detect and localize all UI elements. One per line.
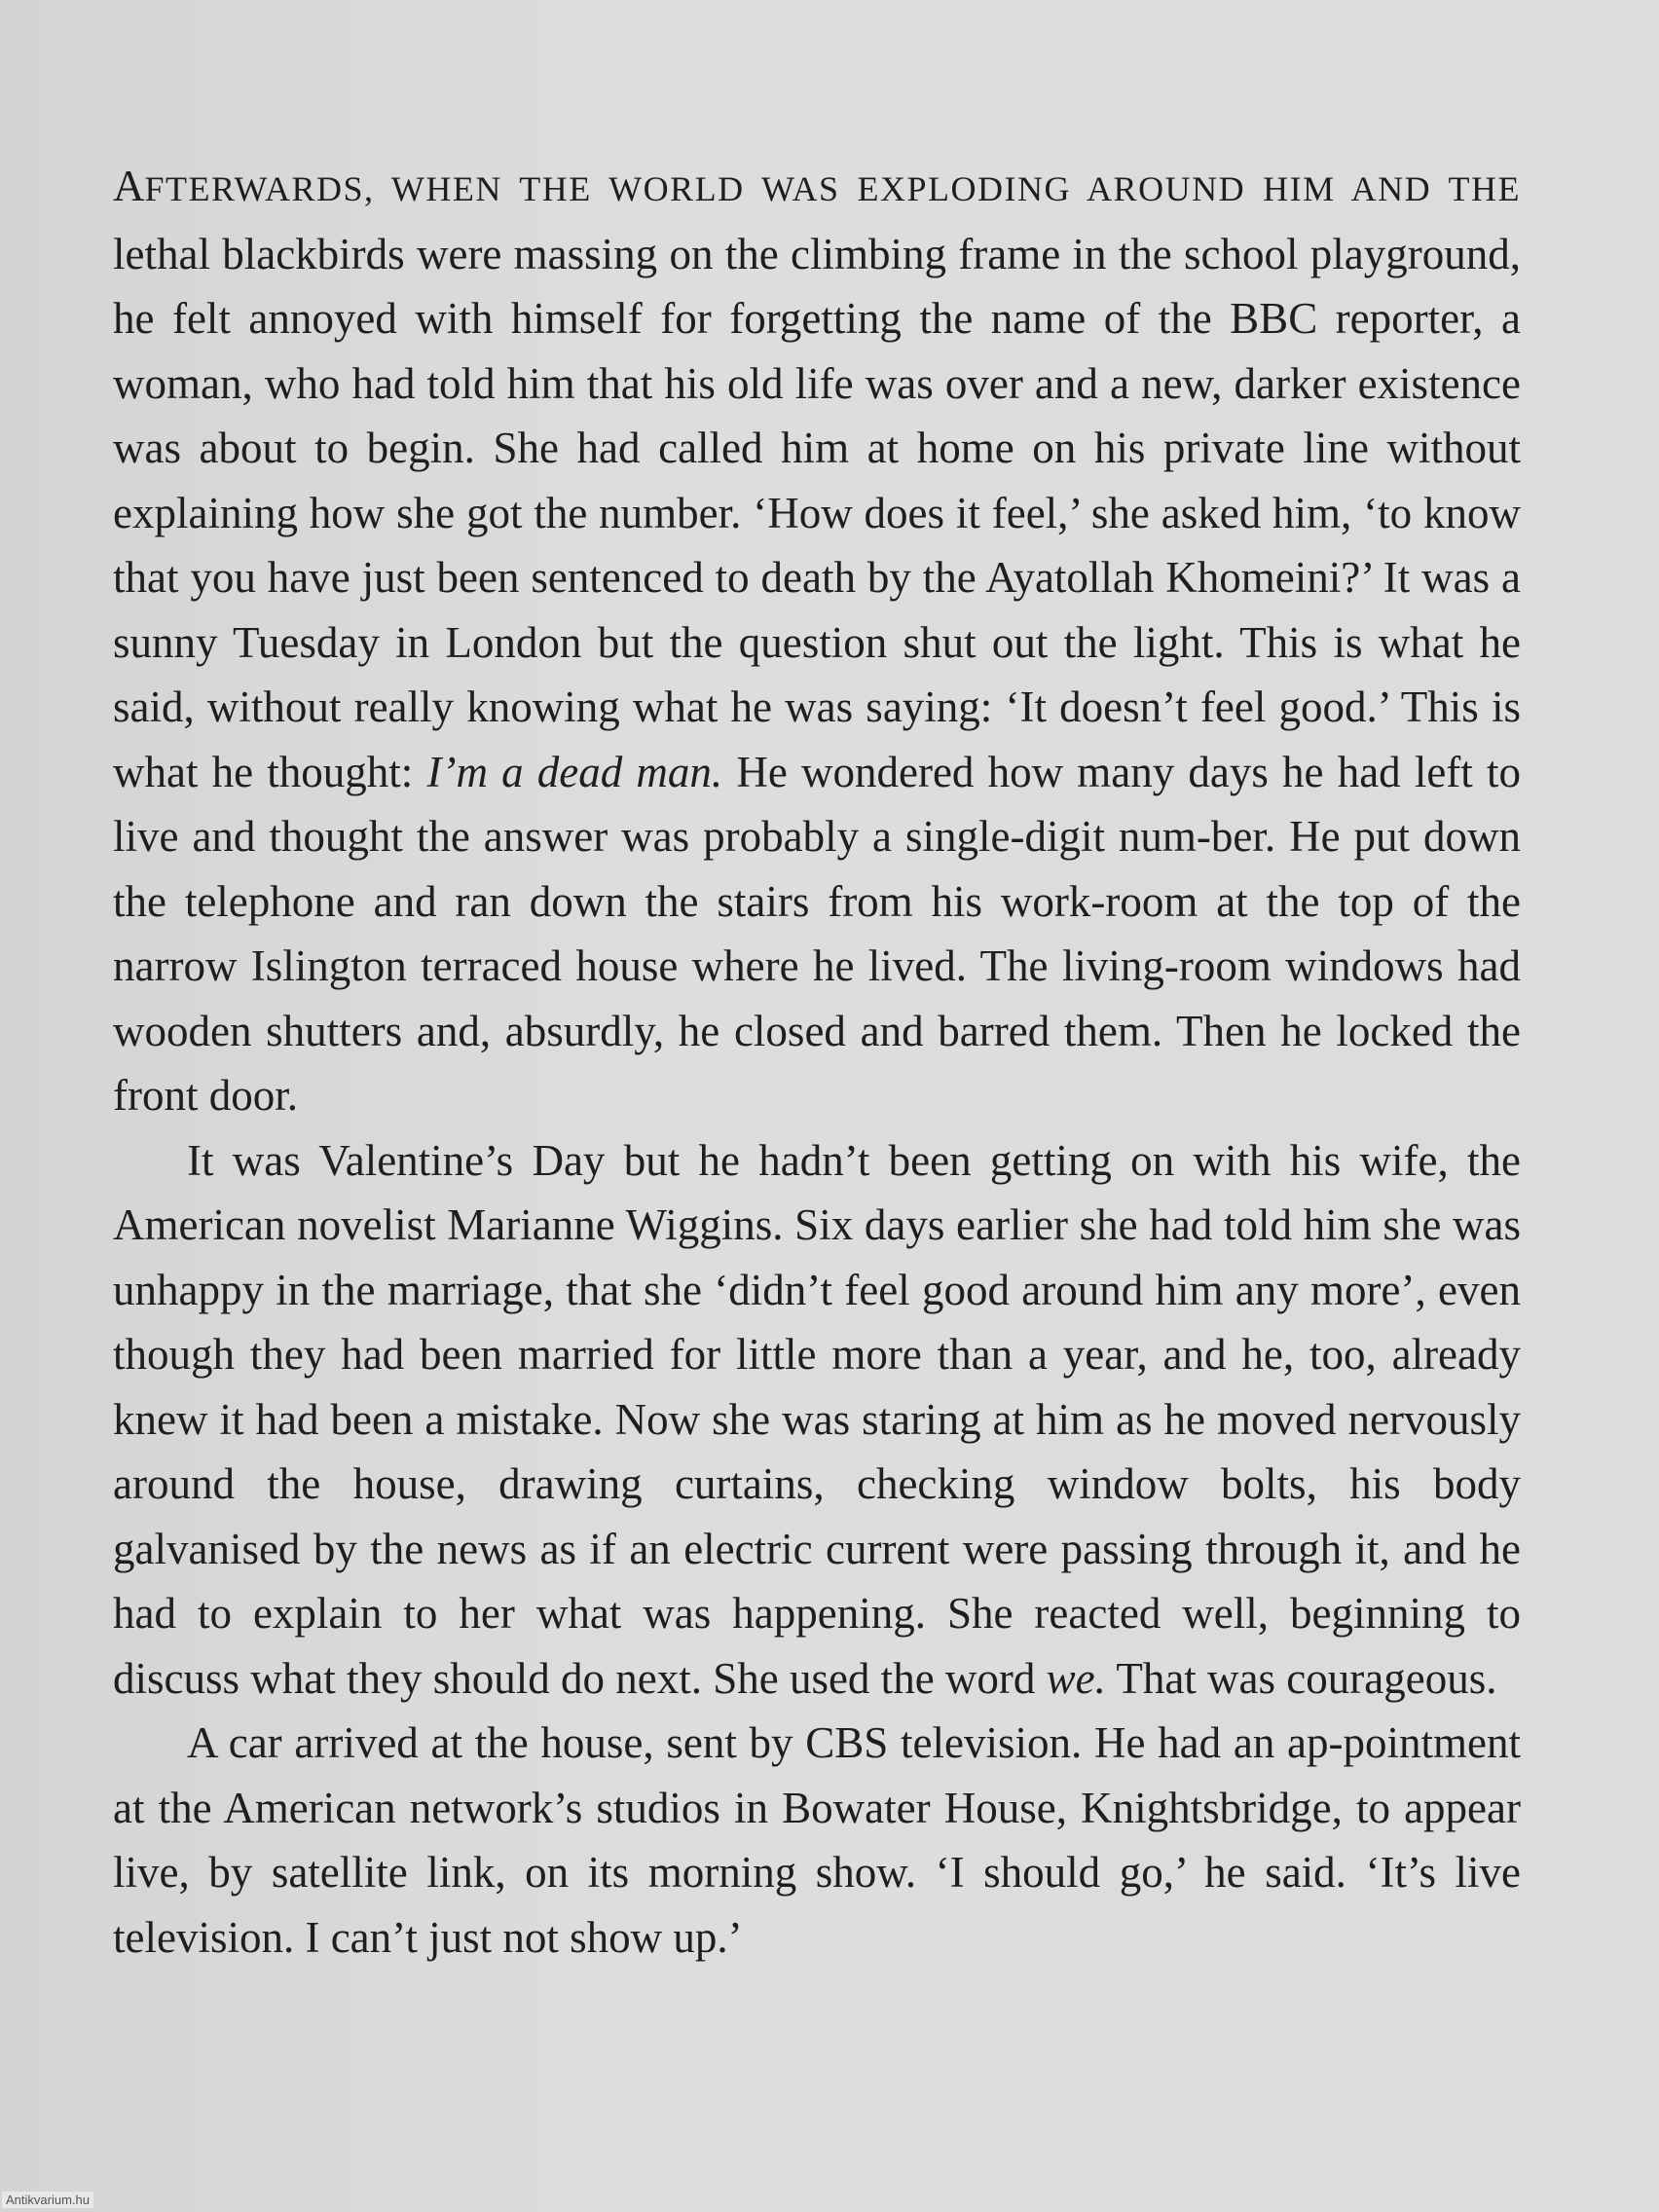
opening-drop-letter: A [113, 162, 145, 210]
paragraph-2-text-a: It was Valentine’s Day but he hadn’t been getting on with his wife, the American novelist Marianne Wiggins. Six days earlier she had told him she was unhappy in the marriage, that she ‘didn’t feel good around him any more’, even though they had been married for little more than a year, and he, too, already knew it had been a mistake. Now she was staring at him as he moved nervously around the house, drawing curtains, checking window bolts, his body galvanised by the news as if an electric current were passing through it, and he had to explain to her what was happening. She reacted well, beginning to discuss what they should do next. She used the word [113, 1135, 1521, 1703]
paragraph-3-text: A car arrived at the house, sent by CBS television. He had an ap-pointment at the American network’s studios in Bowater House, Knightsbridge, to appear live, by satellite link, on its morning show. ‘I should go,’ he said. ‘It’s live television. I can’t just not show up.’ [113, 1718, 1521, 1962]
opening-small-caps: FTERWARDS, WHEN THE WORLD WAS EXPLODING AROUND HIM AND THE [144, 169, 1521, 208]
paragraph-1-text-a: lethal blackbirds were massing on the climbing frame in the school playground, he felt annoyed with himself for forgetting the name of the BBC reporter, a woman, who had told him that his old life was over and a new, darker existence was about to begin. She had called him at home on his private line without explaining how she got the number. ‘How does it feel,’ she asked him, ‘to know that you have just been sentenced to death by the Ayatollah Khomeini?’ It was a sunny Tuesday in London but the question shut out the light. This is what he said, without really knowing what he was saying: ‘It doesn’t feel good.’ This is what he thought: [113, 229, 1521, 796]
paragraph-2-italic: we. [1046, 1653, 1106, 1703]
text-block [113, 154, 1521, 1970]
paragraph-2 [113, 1128, 1521, 1712]
paragraph-3 [113, 1711, 1521, 1970]
paragraph-1-italic: I’m a dead man. [426, 747, 723, 796]
watermark: Antikvarium.hu [2, 2192, 93, 2208]
paragraph-1 [113, 154, 1521, 1128]
paragraph-2-text-b: That was courageous. [1105, 1653, 1497, 1703]
paragraph-1-text-b: He wondered how many days he had left to live and thought the answer was probably a single-digit num-ber. He put down the telephone and ran down the stairs from his work-room at the top of the narrow Islington terraced house where he lived. The living-room windows had wooden shutters and, absurdly, he closed and barred them. Then he locked the front door. [113, 747, 1521, 1120]
